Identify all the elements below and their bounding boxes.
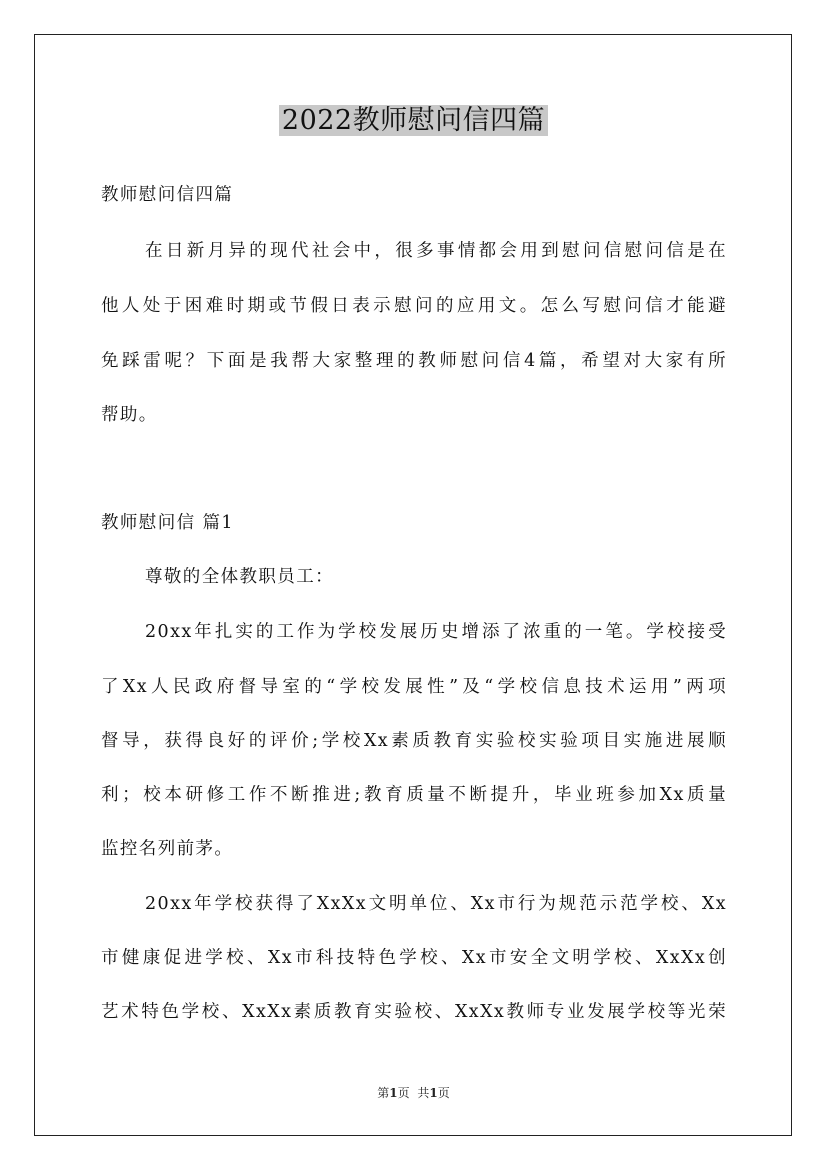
intro-line-3: 免踩雷呢？下面是我帮大家整理的教师慰问信4篇，希望对大家有所 (101, 351, 727, 371)
footer-total-pages: 1 (429, 1086, 438, 1100)
para2-line-2: 市健康促进学校、Xx市科技特色学校、Xx市安全文明学校、XxXx创 (101, 948, 727, 968)
footer-total-suffix: 页 (437, 1086, 450, 1100)
intro-line-4: 帮助。 (101, 405, 158, 425)
salutation: 尊敬的全体教职员工： (145, 567, 334, 587)
footer-page-suffix: 页 (397, 1086, 410, 1100)
para1-line-1: 20xx年扎实的工作为学校发展历史增添了浓重的一笔。学校接受 (145, 622, 727, 642)
para1-line-5: 监控名列前茅。 (101, 839, 234, 859)
footer-total-prefix: 共 (417, 1086, 430, 1100)
para2-line-1: 20xx年学校获得了XxXx文明单位、Xx市行为规范示范学校、Xx (145, 894, 727, 914)
para1-line-2: 了Xx人民政府督导室的“学校发展性”及“学校信息技术运用”两项 (101, 677, 727, 697)
document-title-text: 2022教师慰问信四篇 (279, 105, 548, 136)
document-title (0, 102, 827, 140)
footer-page-number: 1 (389, 1086, 398, 1100)
para1-line-4: 利；校本研修工作不断推进;教育质量不断提升，毕业班参加Xx质量 (101, 785, 727, 805)
para2-line-3: 艺术特色学校、XxXx素质教育实验校、XxXx教师专业发展学校等光荣 (101, 1002, 727, 1022)
page-footer (0, 1084, 827, 1101)
document-subtitle: 教师慰问信四篇 (101, 185, 234, 205)
intro-line-1: 在日新月异的现代社会中，很多事情都会用到慰问信慰问信是在 (145, 241, 727, 261)
intro-line-2: 他人处于困难时期或节假日表示慰问的应用文。怎么写慰问信才能避 (101, 296, 727, 316)
para1-line-3: 督导，获得良好的评价;学校Xx素质教育实验校实验项目实施进展顺 (101, 731, 727, 751)
section-heading: 教师慰问信 篇1 (101, 513, 234, 533)
footer-prefix: 第 (377, 1086, 390, 1100)
